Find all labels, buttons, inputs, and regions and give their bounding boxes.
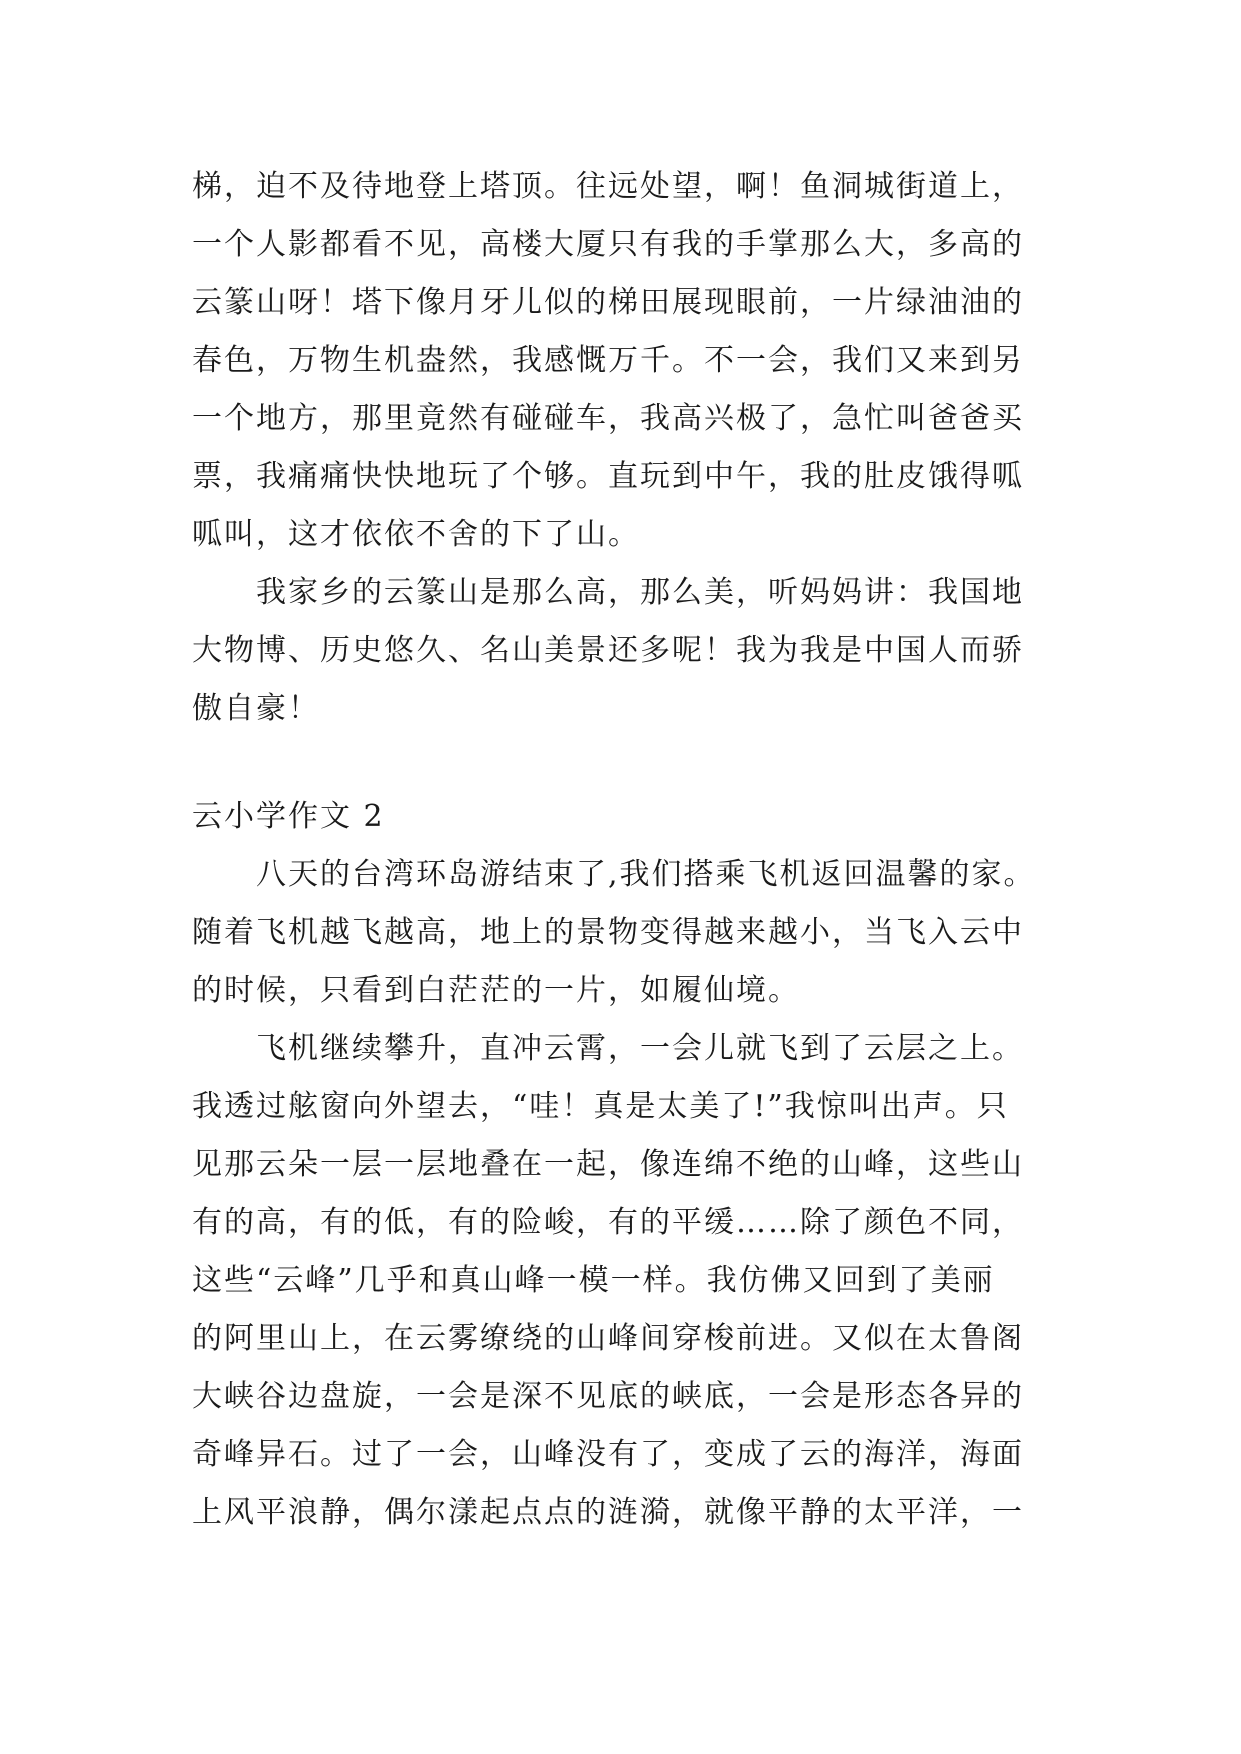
- text-line: 八天的台湾环岛游结束了,我们搭乘飞机返回温馨的家。: [192, 857, 1036, 892]
- text-line: 票，我痛痛快快地玩了个够。直玩到中午，我的肚皮饿得呱: [192, 459, 1024, 494]
- text-line: 傲自豪！: [192, 691, 320, 726]
- text-line: 的阿里山上，在云雾缭绕的山峰间穿梭前进。又似在太鲁阁: [192, 1321, 1024, 1356]
- text-line: [192, 1542, 1072, 1600]
- section-heading: 云小学作文 2: [192, 799, 385, 834]
- paragraph: [192, 1020, 1072, 1600]
- text-line: 我透过舷窗向外望去，“哇！真是太美了!”我惊叫出声。只: [192, 1089, 1009, 1124]
- text-line: 梯，迫不及待地登上塔顶。往远处望，啊！鱼洞城街道上，: [192, 169, 1024, 204]
- paragraph: [192, 846, 1072, 1020]
- paragraph: [192, 564, 1072, 738]
- document-page: [192, 158, 1072, 1600]
- section-1: [192, 158, 1072, 738]
- text-line: 呱叫，这才依依不舍的下了山。: [192, 517, 640, 552]
- text-line: 一个人影都看不见，高楼大厦只有我的手掌那么大，多高的: [192, 227, 1024, 262]
- text-line: 这些“云峰”几乎和真山峰一模一样。我仿佛又回到了美丽: [192, 1263, 995, 1298]
- text-line: 大物博、历史悠久、名山美景还多呢！我为我是中国人而骄: [192, 633, 1024, 668]
- text-line: 上风平浪静，偶尔漾起点点的涟漪，就像平静的太平洋，一: [192, 1495, 1024, 1530]
- text-line: 随着飞机越飞越高，地上的景物变得越来越小，当飞入云中: [192, 915, 1024, 950]
- text-line: 我家乡的云篆山是那么高，那么美，听妈妈讲：我国地: [192, 575, 1024, 610]
- text-line: 云篆山呀！塔下像月牙儿似的梯田展现眼前，一片绿油油的: [192, 285, 1024, 320]
- text-line: 见那云朵一层一层地叠在一起，像连绵不绝的山峰，这些山: [192, 1147, 1024, 1182]
- section-2: [192, 788, 1072, 1600]
- paragraph: [192, 158, 1072, 564]
- text-line: 大峡谷边盘旋，一会是深不见底的峡底，一会是形态各异的: [192, 1379, 1024, 1414]
- text-line: 一个地方，那里竟然有碰碰车，我高兴极了，急忙叫爸爸买: [192, 401, 1024, 436]
- text-line: 奇峰异石。过了一会，山峰没有了，变成了云的海洋，海面: [192, 1437, 1024, 1472]
- text-line: 有的高，有的低，有的险峻，有的平缓……除了颜色不同，: [192, 1205, 1024, 1240]
- text-line: 春色，万物生机盎然，我感慨万千。不一会，我们又来到另: [192, 343, 1024, 378]
- text-line: 飞机继续攀升，直冲云霄，一会儿就飞到了云层之上。: [192, 1031, 1024, 1066]
- text-line: 的时候，只看到白茫茫的一片，如履仙境。: [192, 973, 800, 1008]
